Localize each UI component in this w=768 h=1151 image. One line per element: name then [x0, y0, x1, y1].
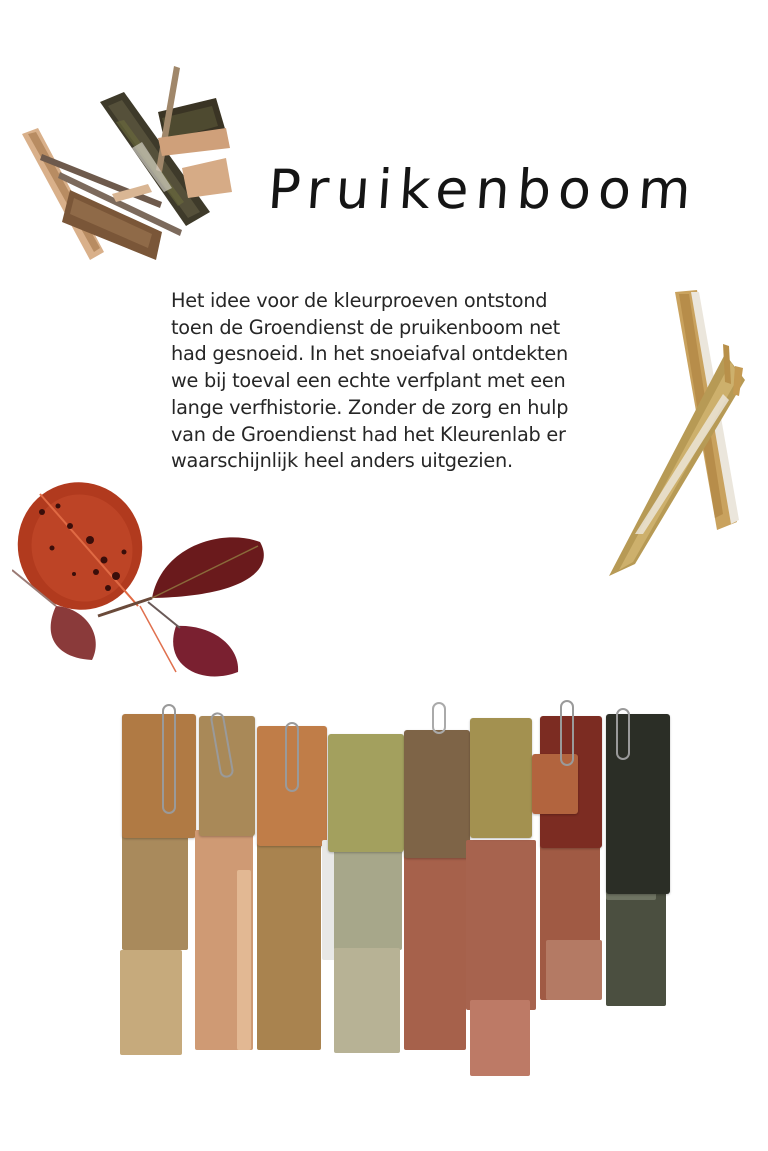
straw-icon [605, 284, 755, 584]
intro-line: van de Groendienst had het Kleurenlab er [171, 422, 566, 446]
wool-pad [122, 714, 196, 838]
page-title: Pruikenboom [265, 158, 701, 221]
dye-swatch-collection [100, 690, 700, 1090]
intro-line: had gesnoeid. In het snoeiafval ontdekten [171, 342, 568, 366]
fabric-strip [334, 850, 402, 950]
straw-fibers-illustration [605, 284, 755, 584]
swatch-2 [193, 690, 263, 1060]
bark-twigs-illustration [12, 62, 242, 272]
swatch-6 [464, 690, 540, 1080]
swatch-5 [402, 690, 472, 1060]
bark-icon [12, 62, 242, 272]
paperclip-icon [162, 704, 176, 814]
wool-pad [404, 730, 470, 858]
swatch-1 [118, 690, 198, 1060]
leaf-icon [12, 476, 272, 686]
wool-pad [470, 718, 532, 838]
swatch-8 [602, 690, 682, 1020]
swatch-4 [326, 690, 406, 1060]
intro-line: toen de Groendienst de pruikenboom net [171, 315, 560, 339]
fabric-strip [257, 840, 321, 1050]
fabric-strip [122, 830, 188, 950]
intro-paragraph [171, 288, 631, 475]
intro-line: we bij toeval een echte verfplant met een [171, 369, 566, 393]
fabric-strip [120, 950, 182, 1055]
fabric-strip [466, 840, 536, 1010]
fabric-strip [470, 1000, 530, 1076]
fabric-strip [237, 870, 251, 1050]
intro-line: lange verfhistorie. Zonder de zorg en hulp [171, 395, 569, 419]
intro-line: waarschijnlijk heel anders uitgezien. [171, 449, 513, 473]
paperclip-icon [285, 722, 299, 792]
intro-line: Het idee voor de kleurproeven ontstond [171, 289, 548, 312]
swatch-7 [532, 690, 612, 1060]
leaves-illustration [12, 476, 272, 686]
paperclip-icon [432, 702, 446, 734]
swatch-3 [255, 690, 329, 1060]
fabric-strip [546, 940, 602, 1000]
wool-pad [328, 734, 404, 852]
paperclip-icon [560, 700, 574, 766]
fabric-strip [404, 850, 466, 1050]
fabric-strip [334, 948, 400, 1053]
paperclip-icon [616, 708, 630, 760]
